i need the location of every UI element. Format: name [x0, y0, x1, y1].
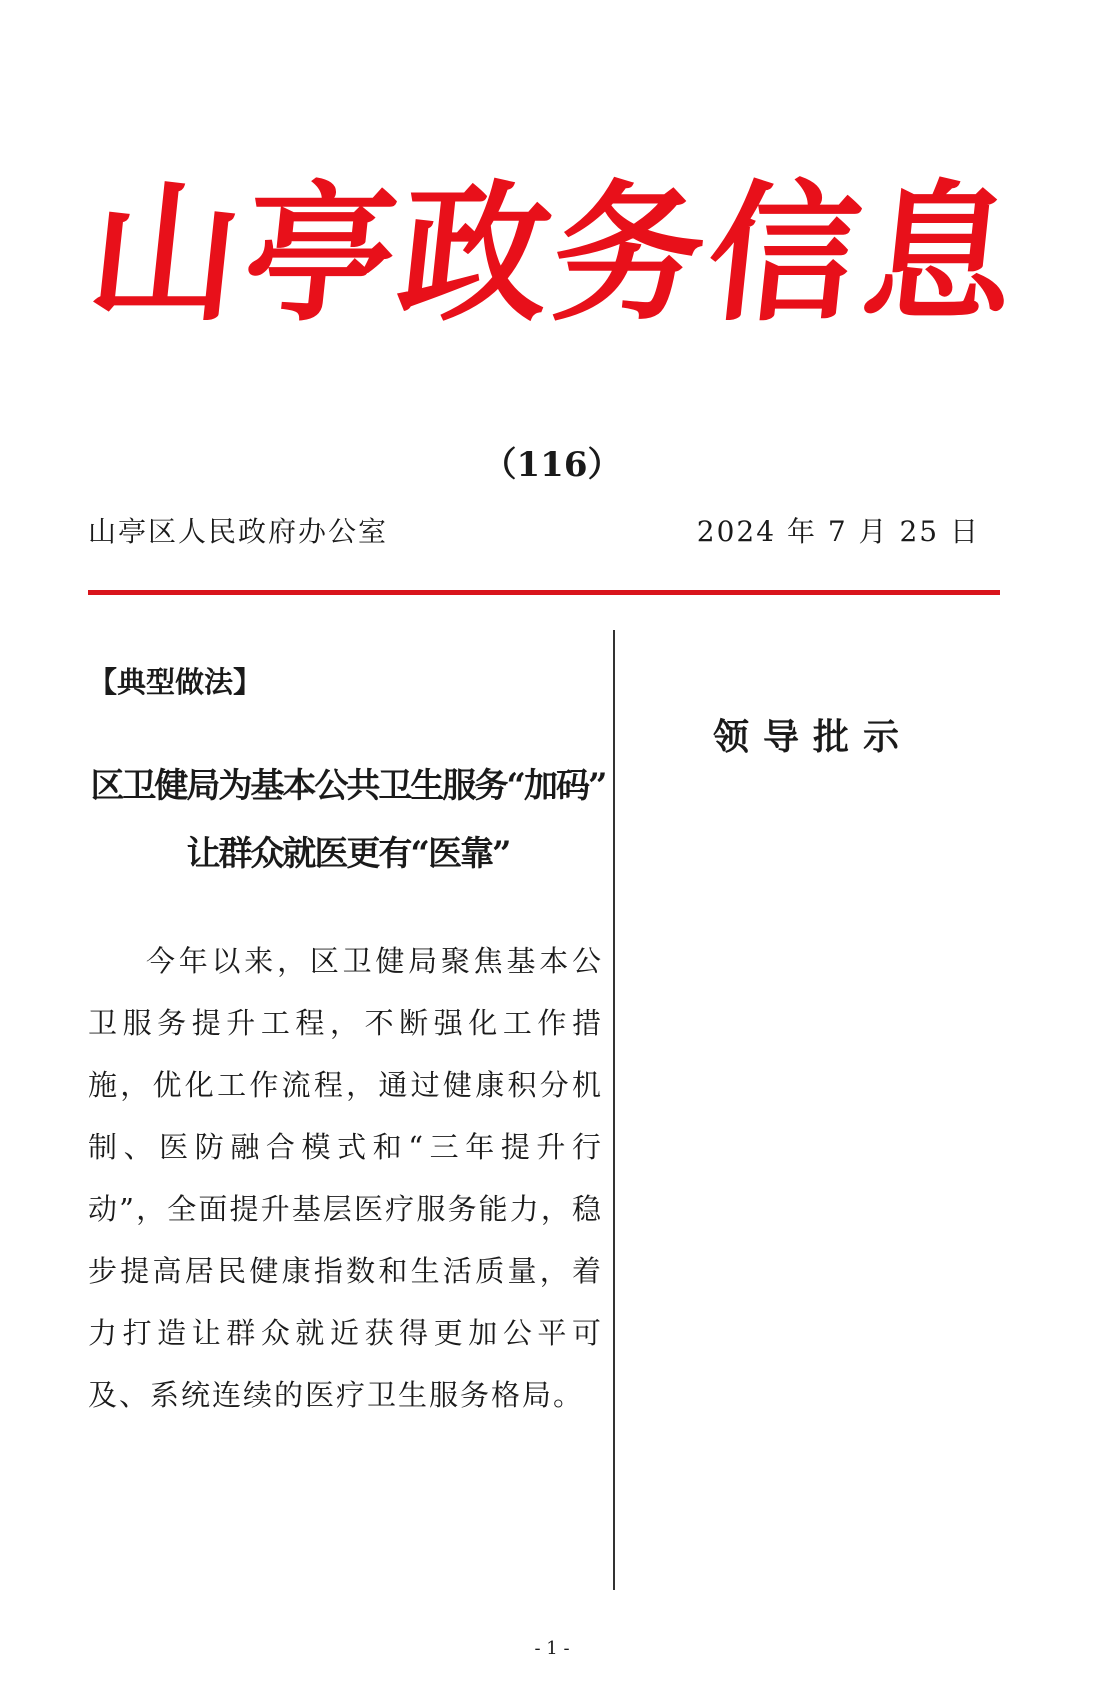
masthead-char: 信	[700, 168, 869, 342]
article-body: 今年以来，区卫健局聚焦基本公卫服务提升工程，不断强化工作措施，优化工作流程，通过健康积分机制、医防融合模式和“三年提升行动”，全面提升基层医疗服务能力，稳步提高居民健康指数和生活质量，着力打造让群众就近获得更加公平可及、系统连续的医疗卫生服务格局。	[88, 944, 603, 1412]
column-divider	[613, 630, 615, 1590]
publish-date: 2024 年 7 月 25 日	[696, 515, 980, 548]
header-divider	[88, 590, 1000, 595]
masthead-char: 息	[854, 168, 1024, 342]
page-number: - 1 -	[534, 1638, 570, 1659]
publisher: 山亭区人民政府办公室	[88, 515, 389, 548]
headline-line-1: 区卫健局为基本公共卫生服务“加码”	[90, 766, 606, 806]
masthead-char: 山	[80, 168, 250, 342]
article-headline	[88, 752, 608, 888]
masthead-char: 政	[390, 168, 559, 342]
issue-number: （116）	[482, 445, 622, 485]
masthead-char: 亭	[235, 168, 404, 342]
masthead-title	[60, 150, 1044, 360]
headline-line-2: 让群众就医更有“医靠”	[186, 834, 510, 874]
leader-review-title: 领导批示	[712, 717, 913, 758]
section-tag: 【典型做法】	[88, 665, 263, 699]
masthead-char: 务	[545, 168, 714, 342]
